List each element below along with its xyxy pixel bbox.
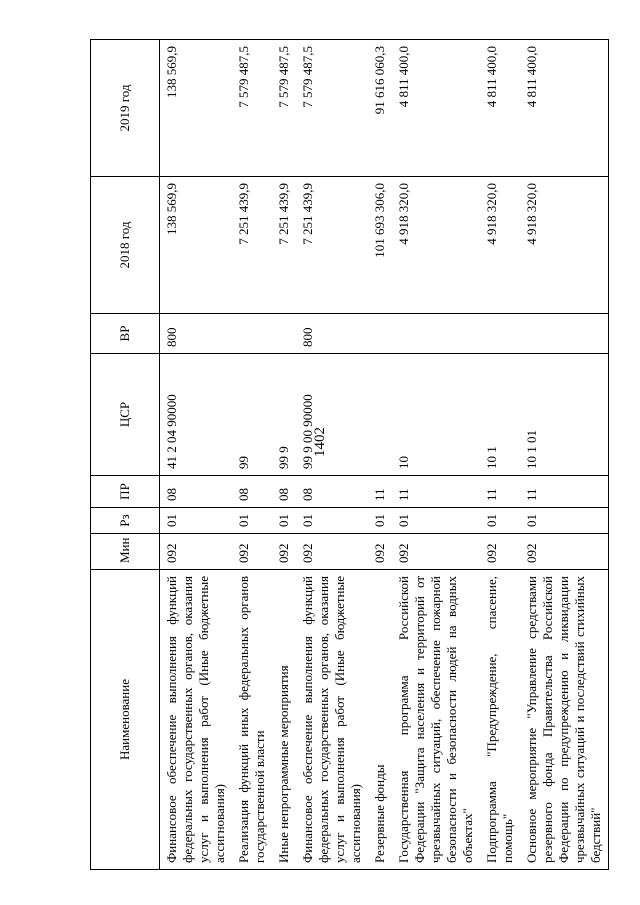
cell-name: Государственная программа Российской Федерации "Защита населения и территорий от чрезвычайных ситуаций, обеспечение пожарной безопасности и безопасности людей на водных объектах" [392,570,480,870]
cell-name: Подпрограмма "Предупреждение, спасение, помощь" [480,570,520,870]
table-row [480,40,520,870]
table-row [272,40,296,870]
header-2018: 2018 год [91,177,160,314]
cell-rz: 01 [160,508,233,534]
cell-rz: 01 [272,508,296,534]
cell-2018: 101 693 306,0 [368,177,392,314]
cell-2018: 138 569,9 [160,177,233,314]
cell-2019: 7 579 487,5 [232,40,272,177]
cell-vr [368,314,392,354]
cell-vr [232,314,272,354]
cell-vr [272,314,296,354]
table-row [160,40,233,870]
header-rz: Рз [91,508,160,534]
cell-min: 092 [480,534,520,570]
cell-name: Иные непрограммные мероприятия [272,570,296,870]
table-row [392,40,480,870]
rotated-table-container [90,40,630,870]
cell-min: 092 [232,534,272,570]
cell-pr: 08 [296,476,368,508]
cell-min: 092 [272,534,296,570]
header-pr: ПР [91,476,160,508]
cell-2018: 4 918 320,0 [480,177,520,314]
table-row [368,40,392,870]
table-row [296,40,368,870]
cell-name: Резервные фонды [368,570,392,870]
cell-rz: 01 [232,508,272,534]
cell-vr: 800 [296,314,368,354]
cell-2019: 4 811 400,0 [520,40,609,177]
cell-csr: 41 2 04 90000 [160,354,233,476]
cell-pr: 11 [480,476,520,508]
cell-pr: 08 [160,476,233,508]
cell-vr [480,314,520,354]
cell-2019: 7 579 487,5 [272,40,296,177]
cell-2018: 4 918 320,0 [520,177,609,314]
cell-2019: 7 579 487,5 [296,40,368,177]
cell-2018: 7 251 439,9 [232,177,272,314]
table-header-row [91,40,160,870]
cell-2018: 4 918 320,0 [392,177,480,314]
cell-name: Основное мероприятие "Управление средствами резервного фонда Правительства Российской Федерации по предупреждению и ликвидации чрезвычайных ситуаций и последствий стихийных бедствий" [520,570,609,870]
cell-pr: 11 [368,476,392,508]
header-csr: ЦСР [91,354,160,476]
header-2019: 2019 год [91,40,160,177]
cell-min: 092 [368,534,392,570]
cell-2018: 7 251 439,9 [272,177,296,314]
page-number: 1402 [312,427,328,457]
cell-vr [392,314,480,354]
cell-rz: 01 [480,508,520,534]
cell-rz: 01 [296,508,368,534]
cell-csr: 99 9 [272,354,296,476]
table-row [520,40,609,870]
cell-pr: 08 [272,476,296,508]
cell-2019: 91 616 060,3 [368,40,392,177]
cell-min: 092 [160,534,233,570]
cell-csr: 99 [232,354,272,476]
cell-rz: 01 [368,508,392,534]
cell-2019: 4 811 400,0 [392,40,480,177]
cell-2018: 7 251 439,9 [296,177,368,314]
cell-2019: 4 811 400,0 [480,40,520,177]
budget-table [90,39,609,870]
cell-vr: 800 [160,314,233,354]
cell-pr: 08 [232,476,272,508]
cell-pr: 11 [520,476,609,508]
cell-min: 092 [520,534,609,570]
cell-csr: 10 1 [480,354,520,476]
cell-min: 092 [392,534,480,570]
table-row [232,40,272,870]
header-name: Наименование [91,570,160,870]
cell-name: Реализация функций иных федеральных органов государственной власти [232,570,272,870]
cell-min: 092 [296,534,368,570]
cell-pr: 11 [392,476,480,508]
cell-vr [520,314,609,354]
header-vr: ВР [91,314,160,354]
cell-rz: 01 [520,508,609,534]
cell-name: Финансовое обеспечение выполнения функций федеральных государственных органов, оказания услуг и выполнения работ (Иные бюджетные ассигнования) [296,570,368,870]
cell-rz: 01 [392,508,480,534]
cell-name: Финансовое обеспечение выполнения функций федеральных государственных органов, оказания услуг и выполнения работ (Иные бюджетные ассигнования) [160,570,233,870]
cell-2019: 138 569,9 [160,40,233,177]
cell-csr: 99 9 00 90000 [296,354,368,476]
cell-csr: 10 1 01 [520,354,609,476]
header-min: Мин [91,534,160,570]
cell-csr: 10 [392,354,480,476]
cell-csr [368,354,392,476]
